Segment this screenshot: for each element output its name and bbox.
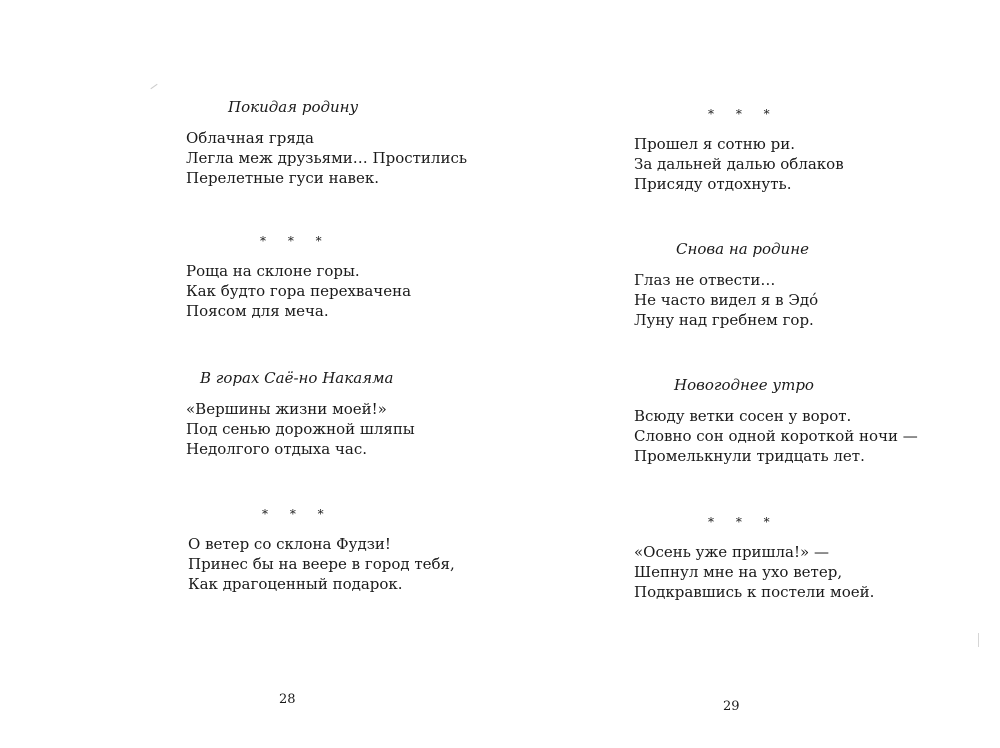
- scan-mark: [978, 633, 979, 647]
- page-number-left: 28: [279, 692, 296, 707]
- poem-title: Снова на родине: [676, 240, 809, 258]
- poem-title: Покидая родину: [228, 98, 359, 116]
- verse-line: Роща на склоне горы.: [186, 262, 360, 280]
- verse-line: Подкравшись к постели моей.: [634, 583, 875, 601]
- verse-line: Не часто видел я в Эдó: [634, 291, 819, 309]
- verse-line: Перелетные гуси навек.: [186, 169, 379, 187]
- asterisk-separator: * * *: [260, 234, 331, 248]
- verse-line: Принес бы на веере в город тебя,: [188, 555, 455, 573]
- scan-mark: [150, 84, 157, 89]
- right-page: [500, 0, 1000, 748]
- verse-line: Словно сон одной короткой ночи —: [634, 427, 918, 445]
- verse-line: Прошел я сотню ри.: [634, 135, 795, 153]
- verse-line: Под сенью дорожной шляпы: [186, 420, 415, 438]
- poem-wind-fuji: [188, 504, 508, 594]
- verse-line: «Осень уже пришла!» —: [634, 543, 829, 561]
- asterisk-separator: * * *: [262, 507, 333, 521]
- poem-homeland-again: [634, 239, 954, 330]
- verse-line: За дальней далью облаков: [634, 155, 844, 173]
- poem-title: Новогоднее утро: [674, 376, 814, 394]
- verse-line: Недолгого отдыха час.: [186, 440, 368, 458]
- poem-autumn-came: [634, 512, 954, 602]
- verse-line: Легла меж друзьями… Простились: [186, 149, 468, 167]
- verse-line: Промелькнули тридцать лет.: [634, 447, 865, 465]
- poem-hundred-ri: [634, 104, 954, 194]
- verse-line: Луну над гребнем гор.: [634, 311, 814, 329]
- verse-line: Присяду отдохнуть.: [634, 175, 792, 193]
- verse-line: Облачная гряда: [186, 129, 314, 147]
- poem-title: В горах Саё-но Накаяма: [200, 369, 394, 387]
- poem-new-year-morning: [634, 375, 954, 466]
- verse-line: Всюду ветки сосен у ворот.: [634, 407, 852, 425]
- asterisk-separator: * * *: [708, 107, 779, 121]
- poem-sayo-no-nakayama: [186, 368, 506, 459]
- verse-line: Как будто гора перехвачена: [186, 282, 412, 300]
- poem-grove: [186, 231, 506, 321]
- verse-line: Как драгоценный подарок.: [188, 575, 403, 593]
- asterisk-separator: * * *: [708, 515, 779, 529]
- verse-line: О ветер со склона Фудзи!: [188, 535, 391, 553]
- verse-line: Глаз не отвести…: [634, 271, 776, 289]
- verse-line: Поясом для меча.: [186, 302, 329, 320]
- verse-line: Шепнул мне на ухо ветер,: [634, 563, 843, 581]
- verse-line: «Вершины жизни моей!»: [186, 400, 387, 418]
- poem-leaving-homeland: [186, 97, 506, 188]
- page-number-right: 29: [723, 699, 740, 714]
